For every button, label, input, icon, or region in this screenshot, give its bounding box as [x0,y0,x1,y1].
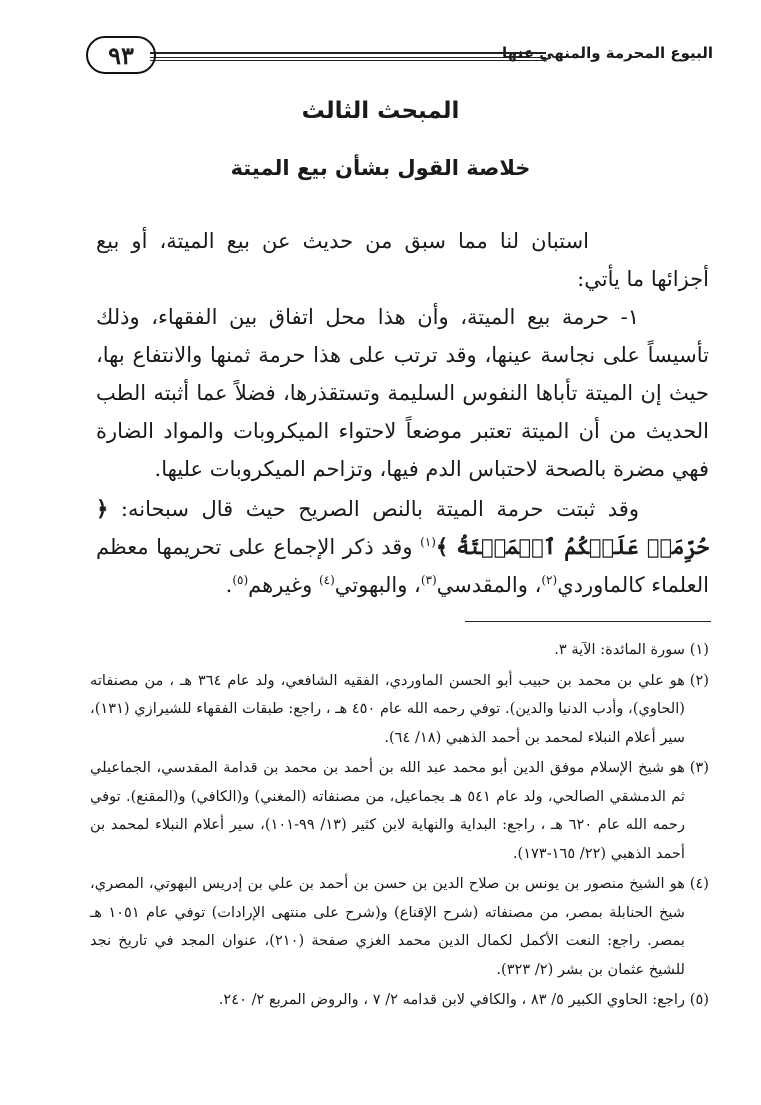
page-number: ٩٣ [108,40,134,70]
footnote-text: راجع: الحاوي الكبير ٥/ ٨٣ ، والكافي لابن قدامه ٢/ ٧ ، والروض المربع ٢/ ٢٤٠. [218,991,685,1008]
footnote-text: هو شيخ الإسلام موفق الدين أبو محمد عبد الله بن أحمد بن محمد بن قدامة المقدسي، الجماعيلي ثم الدمشقي الصالحي، ولد عام ٥٤١ هـ بجماعيل، من مصنفاته (المغني) و(الكافي) و(المقنع). توفي رحمه الله عام ٦٢٠ هـ ، راجع: البداية والنهاية لابن كثير (١٣/ ٩٩-١٠١)، سير أعلام النبلاء لمحمد بن أحمد الذهبي (٢٢/ ١٦٥-١٧٣). [90,759,685,862]
evidence-lead: وقد ثبتت حرمة الميتة بالنص الصريح حيث قال سبحانه: [120,497,639,521]
header-rule [150,52,546,58]
footnote-number: (٢) [689,671,709,689]
footnote-ref-5[interactable]: (٥) [232,573,249,587]
footnote [90,636,709,665]
section-subtitle: خلاصة القول بشأن بيع الميتة [230,156,531,180]
evidence-paragraph [96,490,709,604]
footnote-text: هو الشيخ منصور بن يونس بن صلاح الدين بن حسن بن أحمد بن علي بن إدريس البهوتي، المصري، شيخ الحنابلة بمصر، من مصنفاته (شرح الإقناع) و(شرح على منتهى الإرادات) توفي عام ١٠٥١ هـ بمصر. راجع: النعت الأكمل لكمال الدين محمد الغزي صفحة (٢١٠)، عنوان المجد في تاريخ نجد للشيخ عثمان بن بشر (٢/ ٣٢٣). [90,875,685,978]
body-text [96,222,709,604]
page-number-badge [86,36,156,74]
intro-paragraph: استبان لنا مما سبق من حديث عن بيع الميتة، أو بيع أجزائها ما يأتي: [96,229,709,291]
footnote-number: (٥) [689,991,709,1008]
evidence-consensus: وقد ذكر الإجماع على تحريمها معظم العلماء كالماوردي [96,535,709,597]
separator-2: ، والبهوتي [334,573,421,597]
separator-3: وغيرهم [248,573,319,597]
footnote-text: سورة المائدة: الآية ٣. [554,641,685,658]
footnote-ref-3[interactable]: (٣) [420,573,437,587]
footnote [90,667,709,753]
footnote-text: هو علي بن محمد بن حبيب أبو الحسن الماوردي، الفقيه الشافعي، ولد عام ٣٦٤ هـ ، من مصنفاته (الحاوي)، وأدب الدنيا والدين). توفي رحمه الله عام ٤٥٠ هـ ، راجع: طبقات الفقهاء للشيرازي (١٣١)، سير أعلام النبلاء لمحمد بن أحمد الذهبي (١٨/ ٦٤). [90,671,685,746]
running-title: البيوع المحرمة والمنهي عنها [502,44,713,62]
footnote-separator [465,621,711,622]
footnote [90,986,709,1015]
footnote-ref-4[interactable]: (٤) [318,573,335,587]
paragraph-end: . [225,573,233,597]
footnote-number: (٣) [689,759,709,776]
footnotes [90,636,709,1017]
quran-verse: ﴿ حُرِّمَتۡ عَلَيۡكُمُ ٱلۡمَيۡتَةُ ﴾ [96,496,709,559]
section-title: المبحث الثالث [301,98,460,124]
separator-1: ، والمقدسي [436,573,542,597]
footnote [90,870,709,984]
footnote-ref-2[interactable]: (٢) [541,573,558,587]
footnote-number: (٤) [689,875,709,892]
footnote-ref-1[interactable]: (١) [420,535,436,549]
point-1-paragraph: ١- حرمة بيع الميتة، وأن هذا محل اتفاق بين الفقهاء، وذلك تأسيساً على نجاسة عينها، وقد ترتب على هذا حرمة ثمنها والانتفاع بها، حيث إن الميتة تأباها النفوس السليمة وتستقذرها، فضلاً عما أثبته الطب الحديث من أن الميتة تعتبر موضعاً لاحتواء الميكروبات والمواد الضارة فهي مضرة بالصحة لاحتباس الدم فيها، وتزاحم الميكروبات عليها. [96,305,709,481]
footnote-number: (١) [689,641,709,658]
header-rule-thin [150,60,546,61]
footnote [90,754,709,868]
